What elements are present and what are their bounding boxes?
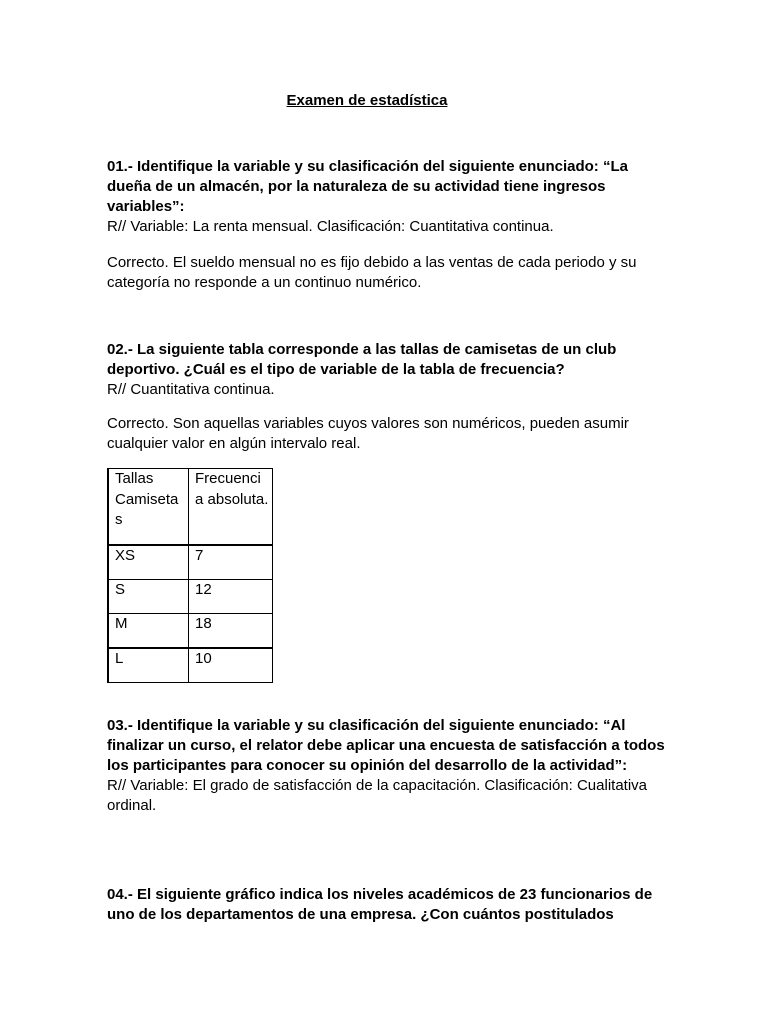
table-header-row (108, 469, 273, 546)
question-2-feedback (107, 414, 667, 454)
table-cell-frequency: 12 (189, 580, 273, 614)
table-cell-frequency: 18 (189, 614, 273, 649)
question-1-text: 01.- Identifique la variable y su clasificación del siguiente enunciado: “La dueña de un almacén, por la naturaleza de su actividad tiene ingresos variables”: (107, 158, 628, 215)
question-1-answer: R// Variable: La renta mensual. Clasificación: Cuantitativa continua. (107, 218, 554, 235)
table-row (108, 580, 273, 614)
question-2-feedback-text: Correcto. Son aquellas variables cuyos valores son numéricos, pueden asumir cualquier valor en algún intervalo real. (107, 415, 629, 452)
table-row (108, 545, 273, 580)
table-cell-frequency: 7 (189, 545, 273, 580)
question-2 (107, 340, 667, 400)
question-1 (107, 157, 667, 237)
table-header-sizes: Tallas Camiseta s (108, 469, 189, 546)
table-row (108, 648, 273, 683)
table-cell-size: S (108, 580, 189, 614)
frequency-table (107, 468, 273, 683)
question-4 (107, 885, 673, 925)
question-3 (107, 716, 667, 816)
table-cell-size: M (108, 614, 189, 649)
table-cell-frequency: 10 (189, 648, 273, 683)
question-1-feedback (107, 253, 667, 293)
question-1-feedback-text: Correcto. El sueldo mensual no es fijo debido a las ventas de cada periodo y su categoría no responde a un continuo numérico. (107, 254, 637, 291)
table-cell-size: XS (108, 545, 189, 580)
document-title: Examen de estadística (286, 92, 448, 109)
table-header-frequency: Frecuenci a absoluta. (189, 469, 273, 546)
question-4-text: 04.- El siguiente gráfico indica los niveles académicos de 23 funcionarios de uno de los departamentos de una empresa. ¿Con cuántos postitulados (107, 886, 653, 923)
table-cell-size: L (108, 648, 189, 683)
table-row (108, 614, 273, 649)
question-2-answer: R// Cuantitativa continua. (107, 381, 275, 398)
question-3-text: 03.- Identifique la variable y su clasificación del siguiente enunciado: “Al finalizar un curso, el relator debe aplicar una encuesta de satisfacción a todos los participantes para conocer su opinión del desarrollo de la actividad”: (107, 717, 665, 774)
question-3-answer: R// Variable: El grado de satisfacción de la capacitación. Clasificación: Cualitativa ordinal. (107, 777, 647, 814)
question-2-text: 02.- La siguiente tabla corresponde a las tallas de camisetas de un club deportivo. ¿Cuál es el tipo de variable de la tabla de frecuencia? (107, 341, 617, 378)
